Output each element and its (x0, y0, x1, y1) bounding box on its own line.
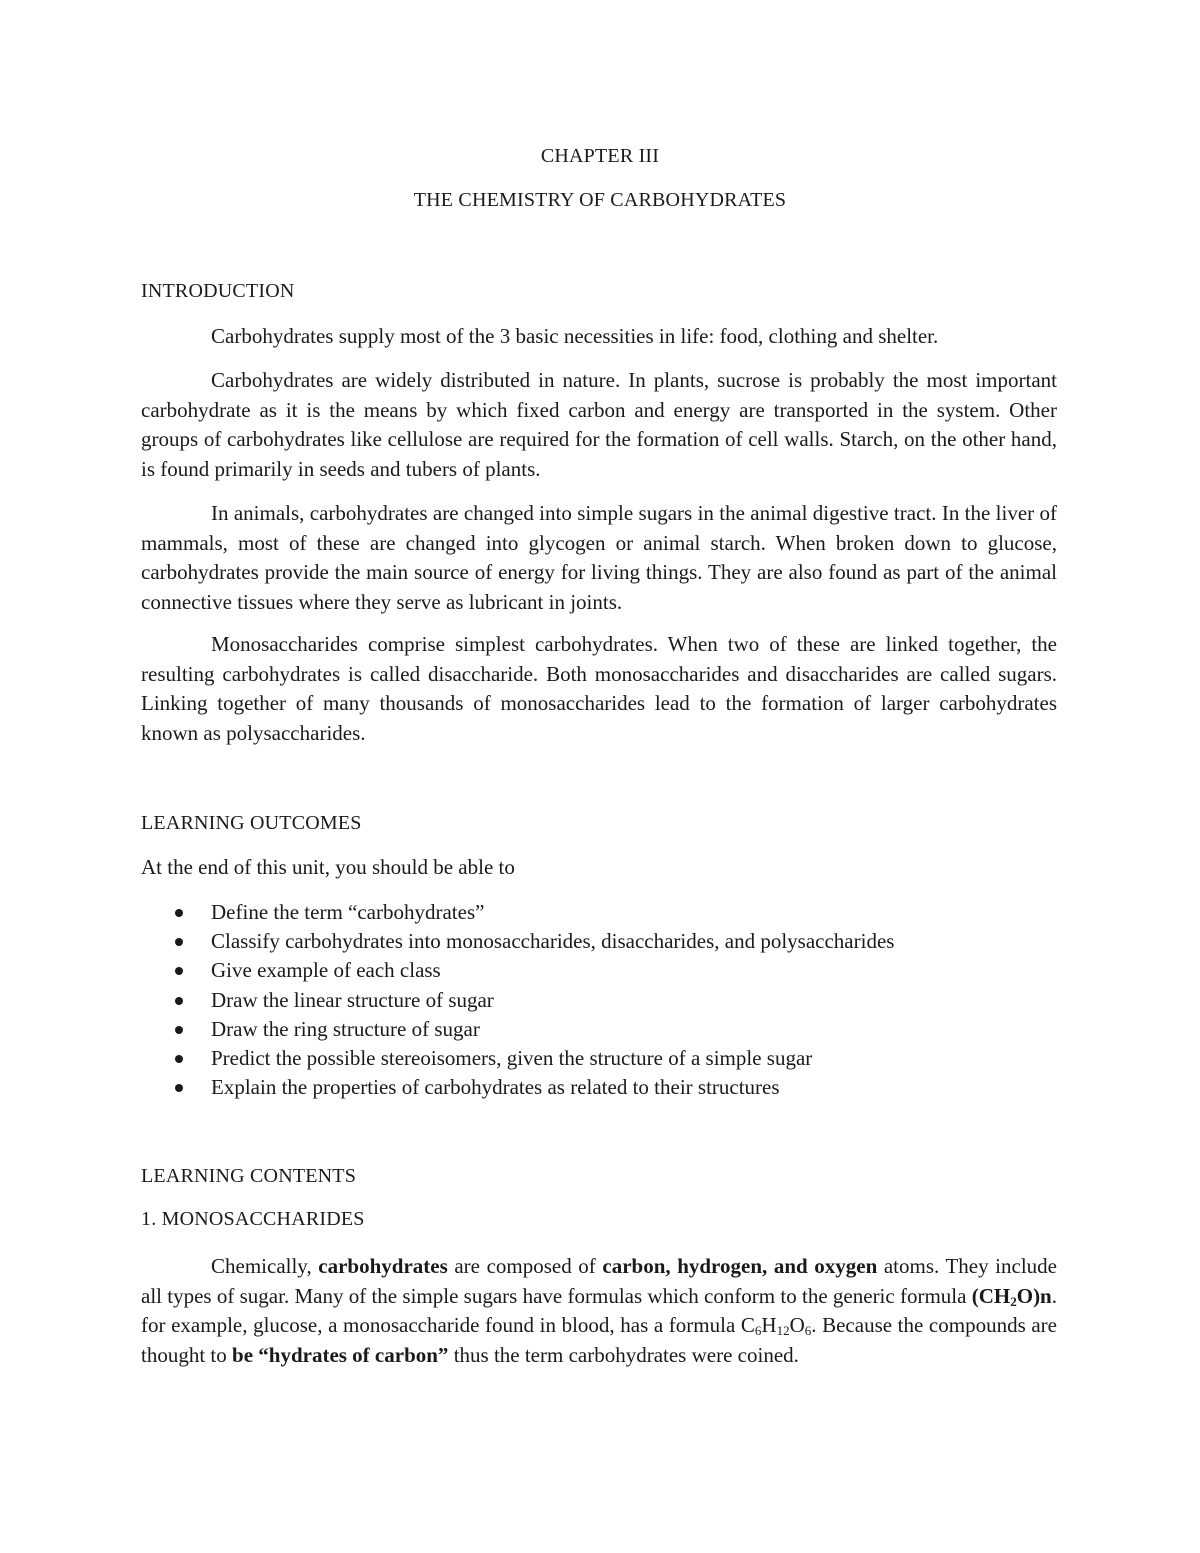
monosaccharides-paragraph: Chemically, carbohydrates are composed of carbon, hydrogen, and oxygen atoms. They include all types of sugar. Many of the simple sugars have formulas which conform to the generic formula $(CH_2O)n$. for example, glucose, a monosaccharide found in blood, has a formula $C_6H_{12}O_6$. Because the compounds are thought to be “hydrates of carbon” thus the term carbohydrates were coined. (141, 1254, 1058, 1367)
list-item: Draw the linear structure of sugar (141, 986, 894, 1015)
bullet-icon (175, 909, 183, 917)
bullet-icon (175, 967, 183, 975)
outcomes-list (141, 898, 894, 1102)
bullet-icon (175, 1055, 183, 1063)
chapter-title: THE CHEMISTRY OF CARBOHYDRATES (413, 189, 787, 211)
learning-outcomes-heading: LEARNING OUTCOMES (141, 812, 362, 834)
bullet-icon (175, 938, 183, 946)
bullet-icon (175, 1084, 183, 1092)
list-item: Draw the ring structure of sugar (141, 1015, 894, 1044)
bullet-icon (175, 997, 183, 1005)
list-item: Give example of each class (141, 956, 894, 985)
list-item: Define the term “carbohydrates” (141, 898, 894, 927)
intro-paragraph-2: Carbohydrates are widely distributed in nature. In plants, sucrose is probably the most important carbohydrate as it is the means by which fixed carbon and energy are transported in the system. Other groups of carbohydrates like cellulose are required for the formation of cell walls. Starch, on the other hand, is found primarily in seeds and tubers of plants. (141, 368, 1057, 481)
list-item: Predict the possible stereoisomers, given the structure of a simple sugar (141, 1044, 894, 1073)
bullet-icon (175, 1026, 183, 1034)
outcomes-lead-text: At the end of this unit, you should be able to (141, 855, 515, 879)
learning-contents-heading: LEARNING CONTENTS (141, 1165, 357, 1187)
list-item: Classify carbohydrates into monosaccharides, disaccharides, and polysaccharides (141, 927, 894, 956)
intro-paragraph-3: In animals, carbohydrates are changed into simple sugars in the animal digestive tract. In the liver of mammals, most of these are changed into glycogen or animal starch. When broken down to glucose, carbohydrates provide the main source of energy for living things. They are also found as part of the animal connective tissues where they serve as lubricant in joints. (141, 501, 1057, 614)
introduction-heading: INTRODUCTION (141, 280, 295, 302)
intro-paragraph-4: Monosaccharides comprise simplest carbohydrates. When two of these are linked together, the resulting carbohydrates is called disaccharide. Both monosaccharides and disaccharides are called sugars. Linking together of many thousands of monosaccharides lead to the formation of larger carbohydrates known as polysaccharides. (141, 632, 1057, 745)
monosaccharides-heading: 1. MONOSACCHARIDES (141, 1208, 365, 1230)
intro-paragraph-1: Carbohydrates supply most of the 3 basic necessities in life: food, clothing and shelter. (211, 324, 939, 348)
list-item: Explain the properties of carbohydrates as related to their structures (141, 1073, 894, 1102)
chapter-label: CHAPTER III (540, 145, 660, 167)
